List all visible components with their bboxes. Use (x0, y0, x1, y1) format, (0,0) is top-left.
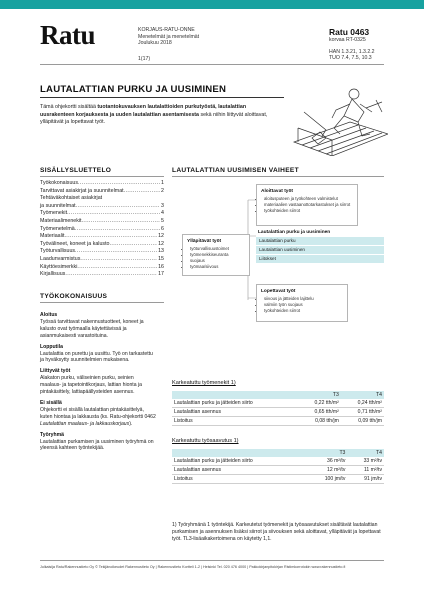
toc-item[interactable]: Materiaalit ..... 12 (40, 233, 164, 241)
intro-bold: tuotantokuvauksen lautalattioiden purkutyöstä, lautalattian uusrakenteen korjauksesta ja uuden lautalattian asentamisesta (40, 104, 247, 118)
output-table (172, 449, 384, 484)
table1-caption: Karkeatuttu työmenekit 1) (172, 380, 236, 386)
table-row: Listoitus 0,08 tth/jm 0,09 tth/jm (174, 418, 382, 424)
header-divider (40, 64, 384, 65)
tyoryhma-block: Työryhmä Lautalattian purkamisen ja uusiminen työryhmä on yleensä kahteen työntekijää. (40, 431, 154, 452)
toc-item[interactable]: Työkokonaisuus ..... 1 (40, 180, 164, 188)
toc-item[interactable]: Tarvittavat asiakirjat ja suunnitelmat ..... 2 (40, 188, 164, 196)
table2-caption: Karkeatuttu työsaavutus 1) (172, 438, 239, 444)
toc-item[interactable]: Käyttöesimerkki ..... 16 (40, 264, 164, 272)
classification-2: TUO 7.4, 7.5, 10.3 (329, 55, 372, 62)
lopettavat-list: • siivous ja jätteiden lajittelu • valmiin työn suojaus • työkohteiden siirrot (257, 296, 347, 314)
yllapitavat-list: • työturvallisuustoimet • työmenekkiseuranta • suojaus • työmaa/siivous (183, 246, 249, 270)
table-row: Listoitus 100 jm/tv 91 jm/tv (174, 476, 382, 482)
liittyvat-block: Liittyvät työt Alakaton purku, väliseinien purku, seinien maalaus- ja tapetointikorjaus, lattian hionta ja pintakäsittely, lattiapäällysteiden asennus. (40, 368, 142, 396)
aloitus-block: Aloitus Työssä tarvittavat nakennustuotteet, koneet ja kalusto ovat työmaalla käytettävissä ja asianmukaisesti varastoituina. (40, 312, 144, 339)
card-code: Ratu 0463 (329, 27, 370, 37)
aloittavat-list: • aloitusputeen ja työkohteen valmistelut • materiaalien vastaanottotarkastukset ja siirrot • työkohteiden siirrot (257, 196, 357, 214)
table-header-row: T3 T4 (172, 391, 384, 399)
ei-sisalla-block: Ei sisällä Ohjekortti ei sisällä lautalattian pintakäsittelyä, kuten hiontaa ja lakkausta (ks. Ratu-ohjekortti 0462 Lautalattian maalaus- ja lakkauskorjaus). (40, 399, 156, 427)
toc-item[interactable]: Työmenekit ..... 4 (40, 210, 164, 218)
diagram-heading-rule (172, 176, 384, 177)
toc-item[interactable]: Työvälineet, koneet ja kalusto ..... 12 (40, 241, 164, 249)
toc-item[interactable]: ja suunnitelmat ..... 3 (40, 203, 164, 211)
intro-text (40, 104, 270, 127)
step-uusiminen: Lautalattian uusiminen (256, 246, 384, 254)
intro-part1: Tämä ohjekortti sisältää (40, 104, 98, 110)
footer-text: Julkaisija Ratu/Rakennustieto Oy © Tekijänoikeudet Rakennustieto Oy | Rakennustieto Kortteli 1-2 | Helsinki Tel. 020 476 4000 | Pakkokirjanpitokirjan Ristimkorrotokin www.rakennustieto.fi (40, 565, 346, 569)
toc-item[interactable]: Laadunvarmistus ..... 15 (40, 256, 164, 264)
step-liitokset: Liitokset (256, 255, 384, 263)
diagram-heading: LAUTALATTIAN UUSIMISEN VAIHEET (172, 167, 299, 174)
top-accent-bar (0, 0, 424, 9)
header-code-block (329, 27, 375, 62)
table-row: Lautalattian asennus 0,65 tth/m² 0,71 tth/m² (174, 409, 382, 415)
yllapitavat-box: Ylläpitävät työt • työturvallisuustoimet • työmenekkiseuranta • suojaus • työmaa/siivous (182, 234, 250, 276)
intro-part2: sekä niihin liittyvät aloittavat, ylläpitävät ja lopettavat työt. (40, 111, 268, 126)
toc-item[interactable]: Kirjallisuus ..... 17 (40, 271, 164, 279)
toc-heading: SISÄLLYSLUETTELO (40, 167, 112, 174)
toc-item[interactable]: Työmenetelmä ..... 6 (40, 226, 164, 234)
header-org: KORJAUS-RATU-ONNE (138, 27, 195, 33)
table-row: Lautalattian purku ja jätteiden siirto 36 m²/tv 33 m²/tv (174, 458, 382, 464)
tools-heading-rule (40, 302, 164, 303)
lopputila-block: Lopputila Lautalattia on purettu ja uusittu. Työ on tarkastettu ja hyväksytty suunnitelmien mukaisena. (40, 343, 153, 364)
classification-1: HAN 1.3.21, 1.3.2.2 (329, 48, 375, 55)
tools-heading: TYÖKOKONAISUUS (40, 293, 108, 300)
workload-table (172, 391, 384, 426)
toc-item[interactable]: Työturvallisuus ..... 13 (40, 248, 164, 256)
table-row: Lautalattian asennus 12 m²/tv 11 m²/tv (174, 467, 382, 473)
toc-heading-rule (40, 176, 164, 177)
toc-item[interactable]: Materiaalimenekit ..... 5 (40, 218, 164, 226)
card-replaces: korvaa RT-0325 (329, 37, 366, 43)
table-header-row: T3 T4 (172, 449, 384, 457)
table-row: Lautalattian purku ja jätteiden siirto 0,22 tth/m² 0,24 tth/m² (174, 400, 382, 406)
worker-illustration (292, 82, 388, 156)
work-scope (40, 312, 156, 456)
main-work-box: Lautalattian purku ja uusiminen Lautalattian purku Lautalattian uusiminen Liitokset (256, 230, 384, 270)
toc-item[interactable]: Tehtäväkohtaiset asiakirjat (40, 195, 103, 202)
header-subtitle: Menetelmät ja menetelmät (138, 33, 200, 40)
step-purku: Lautalattian purku (256, 237, 384, 245)
footer-divider (40, 560, 384, 561)
ratu-logo: Ratu (40, 20, 96, 50)
header-date: Joulukuu 2018 (138, 40, 172, 47)
aloittavat-box: Aloittavat työt • aloitusputeen ja työkohteen valmistelut • materiaalien vastaanottotarkastukset ja siirrot • työkohteiden siirrot (256, 184, 358, 226)
page-title: LAUTALATTIAN PURKU JA UUSIMINEN (40, 84, 227, 95)
header-info (138, 27, 199, 47)
lopettavat-box: Lopettavat työt • siivous ja jätteiden lajittelu • valmiin työn suojaus • työkohteiden siirrot (256, 284, 348, 322)
page-number: 1(17) (138, 56, 151, 62)
title-underline (40, 97, 284, 98)
footnote: 1) Työryhmänä 1 työntekijä. Karkeutetut työmenekit ja työsaavutukset sisältävät lautalattian purkamisen ja asennuksen lisäksi siirrot ja siivouksen sekä aloittavat, ylläpitävät ja lopettavat työt. TL3-lisäaikakertoimena on käytetty 1,1. (172, 522, 381, 542)
toc-list (40, 180, 164, 279)
